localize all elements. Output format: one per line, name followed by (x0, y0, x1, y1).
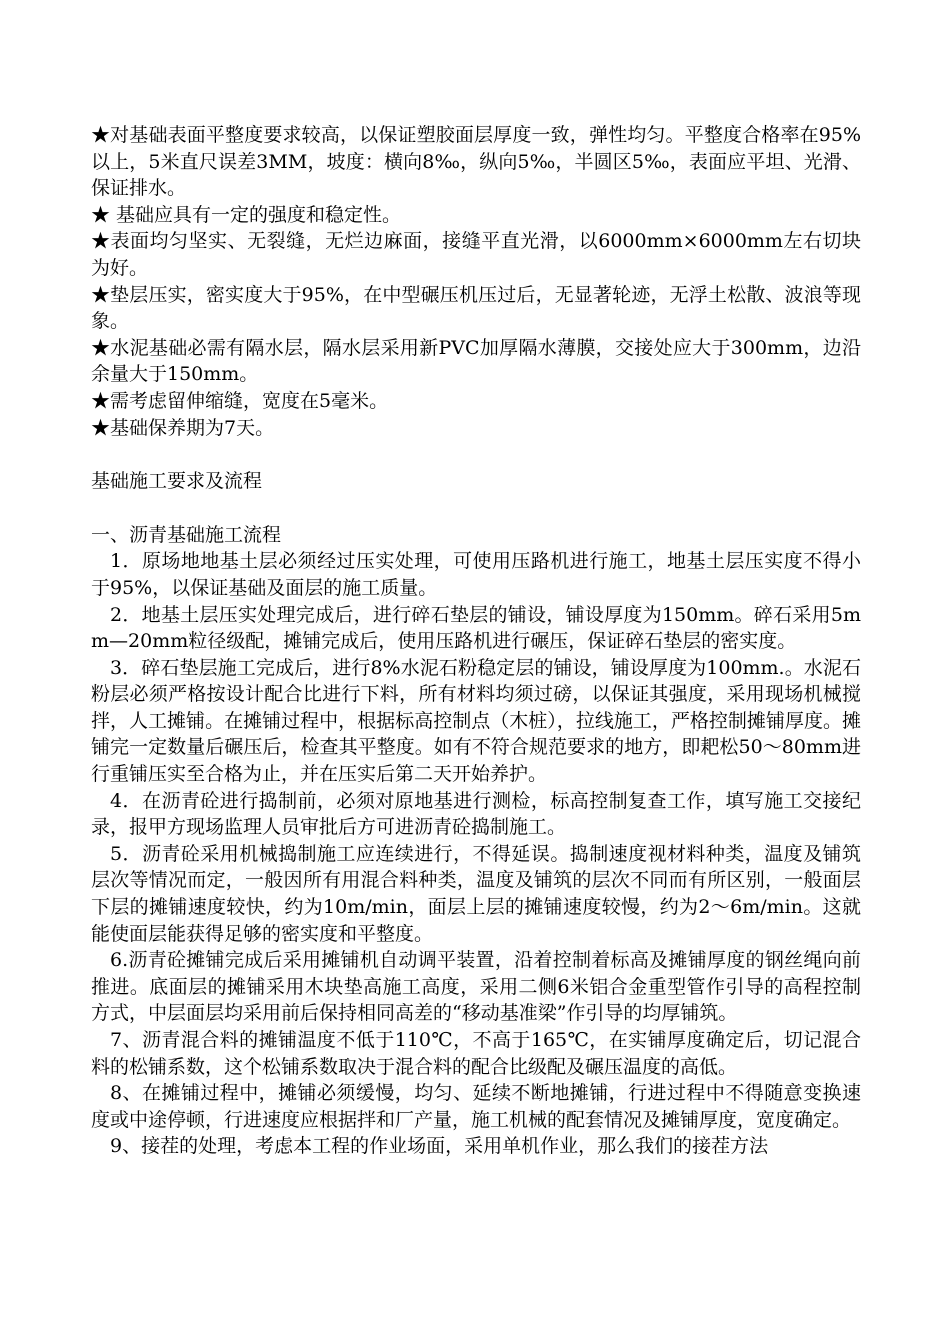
process-step: 7、沥青混合料的摊铺温度不低于110℃，不高于165℃，在实铺厚度确定后，切记混合料的松铺系数，这个松铺系数取决于混合料的配合比级配及碾压温度的高低。 (91, 1029, 861, 1078)
process-step: 2．地基土层压实处理完成后，进行碎石垫层的铺设，铺设厚度为150mm。碎石采用5mm—20mm粒径级配，摊铺完成后，使用压路机进行碾压，保证碎石垫层的密实度。 (91, 603, 861, 653)
requirement-item: ★表面均匀坚实、无裂缝，无烂边麻面，接缝平直光滑，以6000mm×6000mm左右切块为好。 (91, 230, 861, 279)
requirement-item: ★水泥基础必需有隔水层，隔水层采用新PVC加厚隔水薄膜，交接处应大于300mm，边沿余量大于150mm。 (91, 336, 861, 386)
document-body (91, 122, 861, 1160)
process-step: 3．碎石垫层施工完成后，进行8%水泥石粉稳定层的铺设，铺设厚度为100mm.。水泥石粉层必须严格按设计配合比进行下料，所有材料均须过磅，以保证其强度，采用现场机械搅拌，人工摊铺。在摊铺过程中，根据标高控制点（木桩），拉线施工，严格控制摊铺厚度。摊铺完一定数量后碾压后，检查其平整度。如有不符合规范要求的地方，即耙松50～80mm进行重铺压实至合格为止，并在压实后第二天开始养护。 (91, 656, 861, 786)
subsection-title: 一、沥青基础施工流程 (91, 523, 282, 546)
requirement-item: ★基础保养期为7天。 (91, 416, 275, 439)
process-step: 8、在摊铺过程中，摊铺必须缓慢，均匀、延续不断地摊铺，行进过程中不得随意变换速度或中途停顿，行进速度应根据拌和厂产量，施工机械的配套情况及摊铺厚度，宽度确定。 (91, 1082, 861, 1131)
process-step: 5．沥青砼采用机械捣制施工应连续进行，不得延误。捣制速度视材料种类，温度及铺筑层次等情况而定，一般因所有用混合料种类，温度及铺筑的层次不同而有所区别，一般面层下层的摊铺速度较快，约为10m/min，面层上层的摊铺速度较慢，约为2～6m/min。这就能使面层能获得足够的密实度和平整度。 (91, 842, 861, 945)
process-step: 6.沥青砼摊铺完成后采用摊铺机自动调平装置，沿着控制着标高及摊铺厚度的钢丝绳向前推进。底面层的摊铺采用木块垫高施工高度，采用二侧6米铝合金重型管作引导的高程控制方式，中层面层均采用前后保持相同高差的“移动基准梁”作引导的均厚铺筑。 (91, 949, 861, 1025)
requirement-item: ★需考虑留伸缩缝，宽度在5毫米。 (91, 389, 389, 412)
requirement-item: ★对基础表面平整度要求较高，以保证塑胶面层厚度一致，弹性均匀。平整度合格率在95%以上，5米直尺误差3MM，坡度：横向8‰，纵向5‰，半圆区5‰，表面应平坦、光滑、保证排水。 (91, 124, 861, 200)
requirement-item: ★ 基础应具有一定的强度和稳定性。 (91, 203, 402, 226)
process-step: 1．原场地地基土层必须经过压实处理，可使用压路机进行施工，地基土层压实度不得小于95%，以保证基础及面层的施工质量。 (91, 550, 861, 599)
process-step: 9、接茬的处理，考虑本工程的作业场面，采用单机作业，那么我们的接茬方法 (110, 1135, 769, 1158)
process-step: 4．在沥青砼进行捣制前，必须对原地基进行测检，标高控制复查工作，填写施工交接纪录，报甲方现场监理人员审批后方可进沥青砼捣制施工。 (91, 789, 861, 839)
section-title: 基础施工要求及流程 (91, 470, 263, 493)
requirement-item: ★垫层压实，密实度大于95%，在中型碾压机压过后，无显著轮迹，无浮土松散、波浪等现象。 (91, 283, 861, 333)
